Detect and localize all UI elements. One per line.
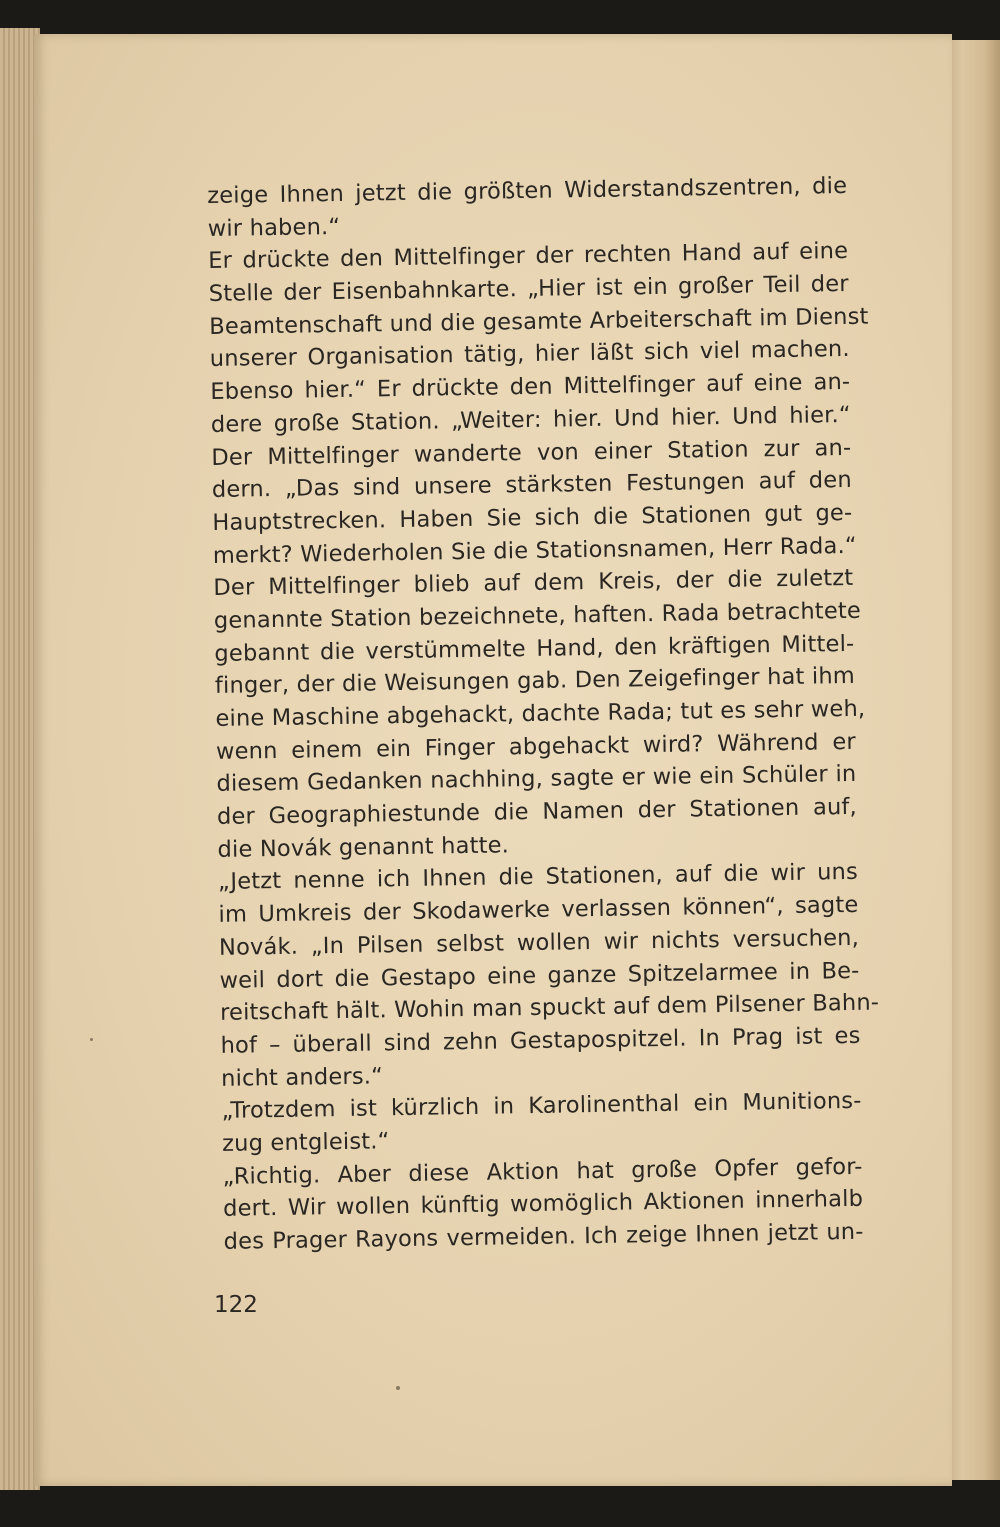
text-line: „Richtig. Aber diese Aktion hat große Opfer gefor- <box>222 1153 863 1190</box>
text-line: „Jetzt nenne ich Ihnen die Stationen, auf die wir uns <box>217 859 859 896</box>
text-line: Stelle der Eisenbahnkarte. „Hier ist ein großer Teil der <box>208 270 849 308</box>
text-line: Der Mittelfinger blieb auf dem Kreis, der die zuletzt <box>213 565 854 602</box>
text-line: „Trotzdem ist kürzlich in Karolinenthal ein Munitions- <box>221 1088 862 1125</box>
text-line: eine Maschine abgehackt, dachte Rada; tut es sehr weh, <box>215 695 866 732</box>
text-line: wir haben.“ <box>207 213 341 242</box>
body-text <box>207 170 880 1259</box>
book-gutter <box>946 40 1000 1480</box>
text-line: Beamtenschaft und die gesamte Arbeiterschaft im Dienst <box>209 303 869 340</box>
text-line: des Prager Rayons vermeiden. Ich zeige Ihnen jetzt un- <box>223 1218 864 1255</box>
page-number: 122 <box>214 1292 258 1318</box>
text-line: weil dort die Gestapo eine ganze Spitzelarmee in Be- <box>219 957 860 994</box>
text-line: zeige Ihnen jetzt die größten Widerstandszentren, die <box>207 172 848 209</box>
text-line: im Umkreis der Skodawerke verlassen können“, sagte <box>218 891 859 929</box>
text-line: hof – überall sind zehn Gestapospitzel. In Prag ist es <box>220 1022 861 1059</box>
text-line: nicht anders.“ <box>220 1062 384 1092</box>
text-line: diesem Gedanken nachhing, sagte er wie ein Schüler in <box>216 761 857 798</box>
text-line: wenn einem ein Finger abgehackt wird? Während er <box>215 728 857 765</box>
text-line: merkt? Wiederholen Sie die Stationsnamen, Herr Rada.“ <box>212 532 857 569</box>
text-line: Novák. „In Pilsen selbst wollen wir nichts versuchen, <box>218 924 860 961</box>
text-line: Ebenso hier.“ Er drückte den Mittelfinger auf eine an- <box>210 369 851 406</box>
text-line: Hauptstrecken. Haben Sie sich die Stationen gut ge- <box>212 499 853 536</box>
text-line: dern. „Das sind unsere stärksten Festungen auf den <box>211 467 852 504</box>
text-line: Er drückte den Mittelfinger der rechten Hand auf eine <box>208 238 849 275</box>
text-line: zug entgleist.“ <box>221 1128 390 1157</box>
text-line: unserer Organisation tätig, hier läßt sich viel machen. <box>209 336 850 373</box>
text-line: Der Mittelfinger wanderte von einer Station zur an- <box>211 434 852 471</box>
text-line: gebannt die verstümmelte Hand, den kräftigen Mittel- <box>214 630 855 667</box>
text-line: dert. Wir wollen künftig womöglich Aktionen innerhalb <box>222 1186 864 1223</box>
text-line: reitschaft hält. Wohin man spuckt auf dem Pilsener Bahn- <box>219 989 880 1027</box>
paper-speck <box>396 1386 400 1390</box>
text-line: der Geographiestunde die Namen der Stationen auf, <box>216 793 858 830</box>
text-line: dere große Station. „Weiter: hier. Und hier. Und hier.“ <box>210 401 851 438</box>
text-line: die Novák genannt hatte. <box>217 832 510 863</box>
text-line: finger, der die Weisungen gab. Den Zeigefinger hat ihm <box>214 663 856 700</box>
text-line: genannte Station bezeichnete, haften. Rada betrachtete <box>213 597 862 634</box>
paper-speck <box>90 1038 93 1041</box>
